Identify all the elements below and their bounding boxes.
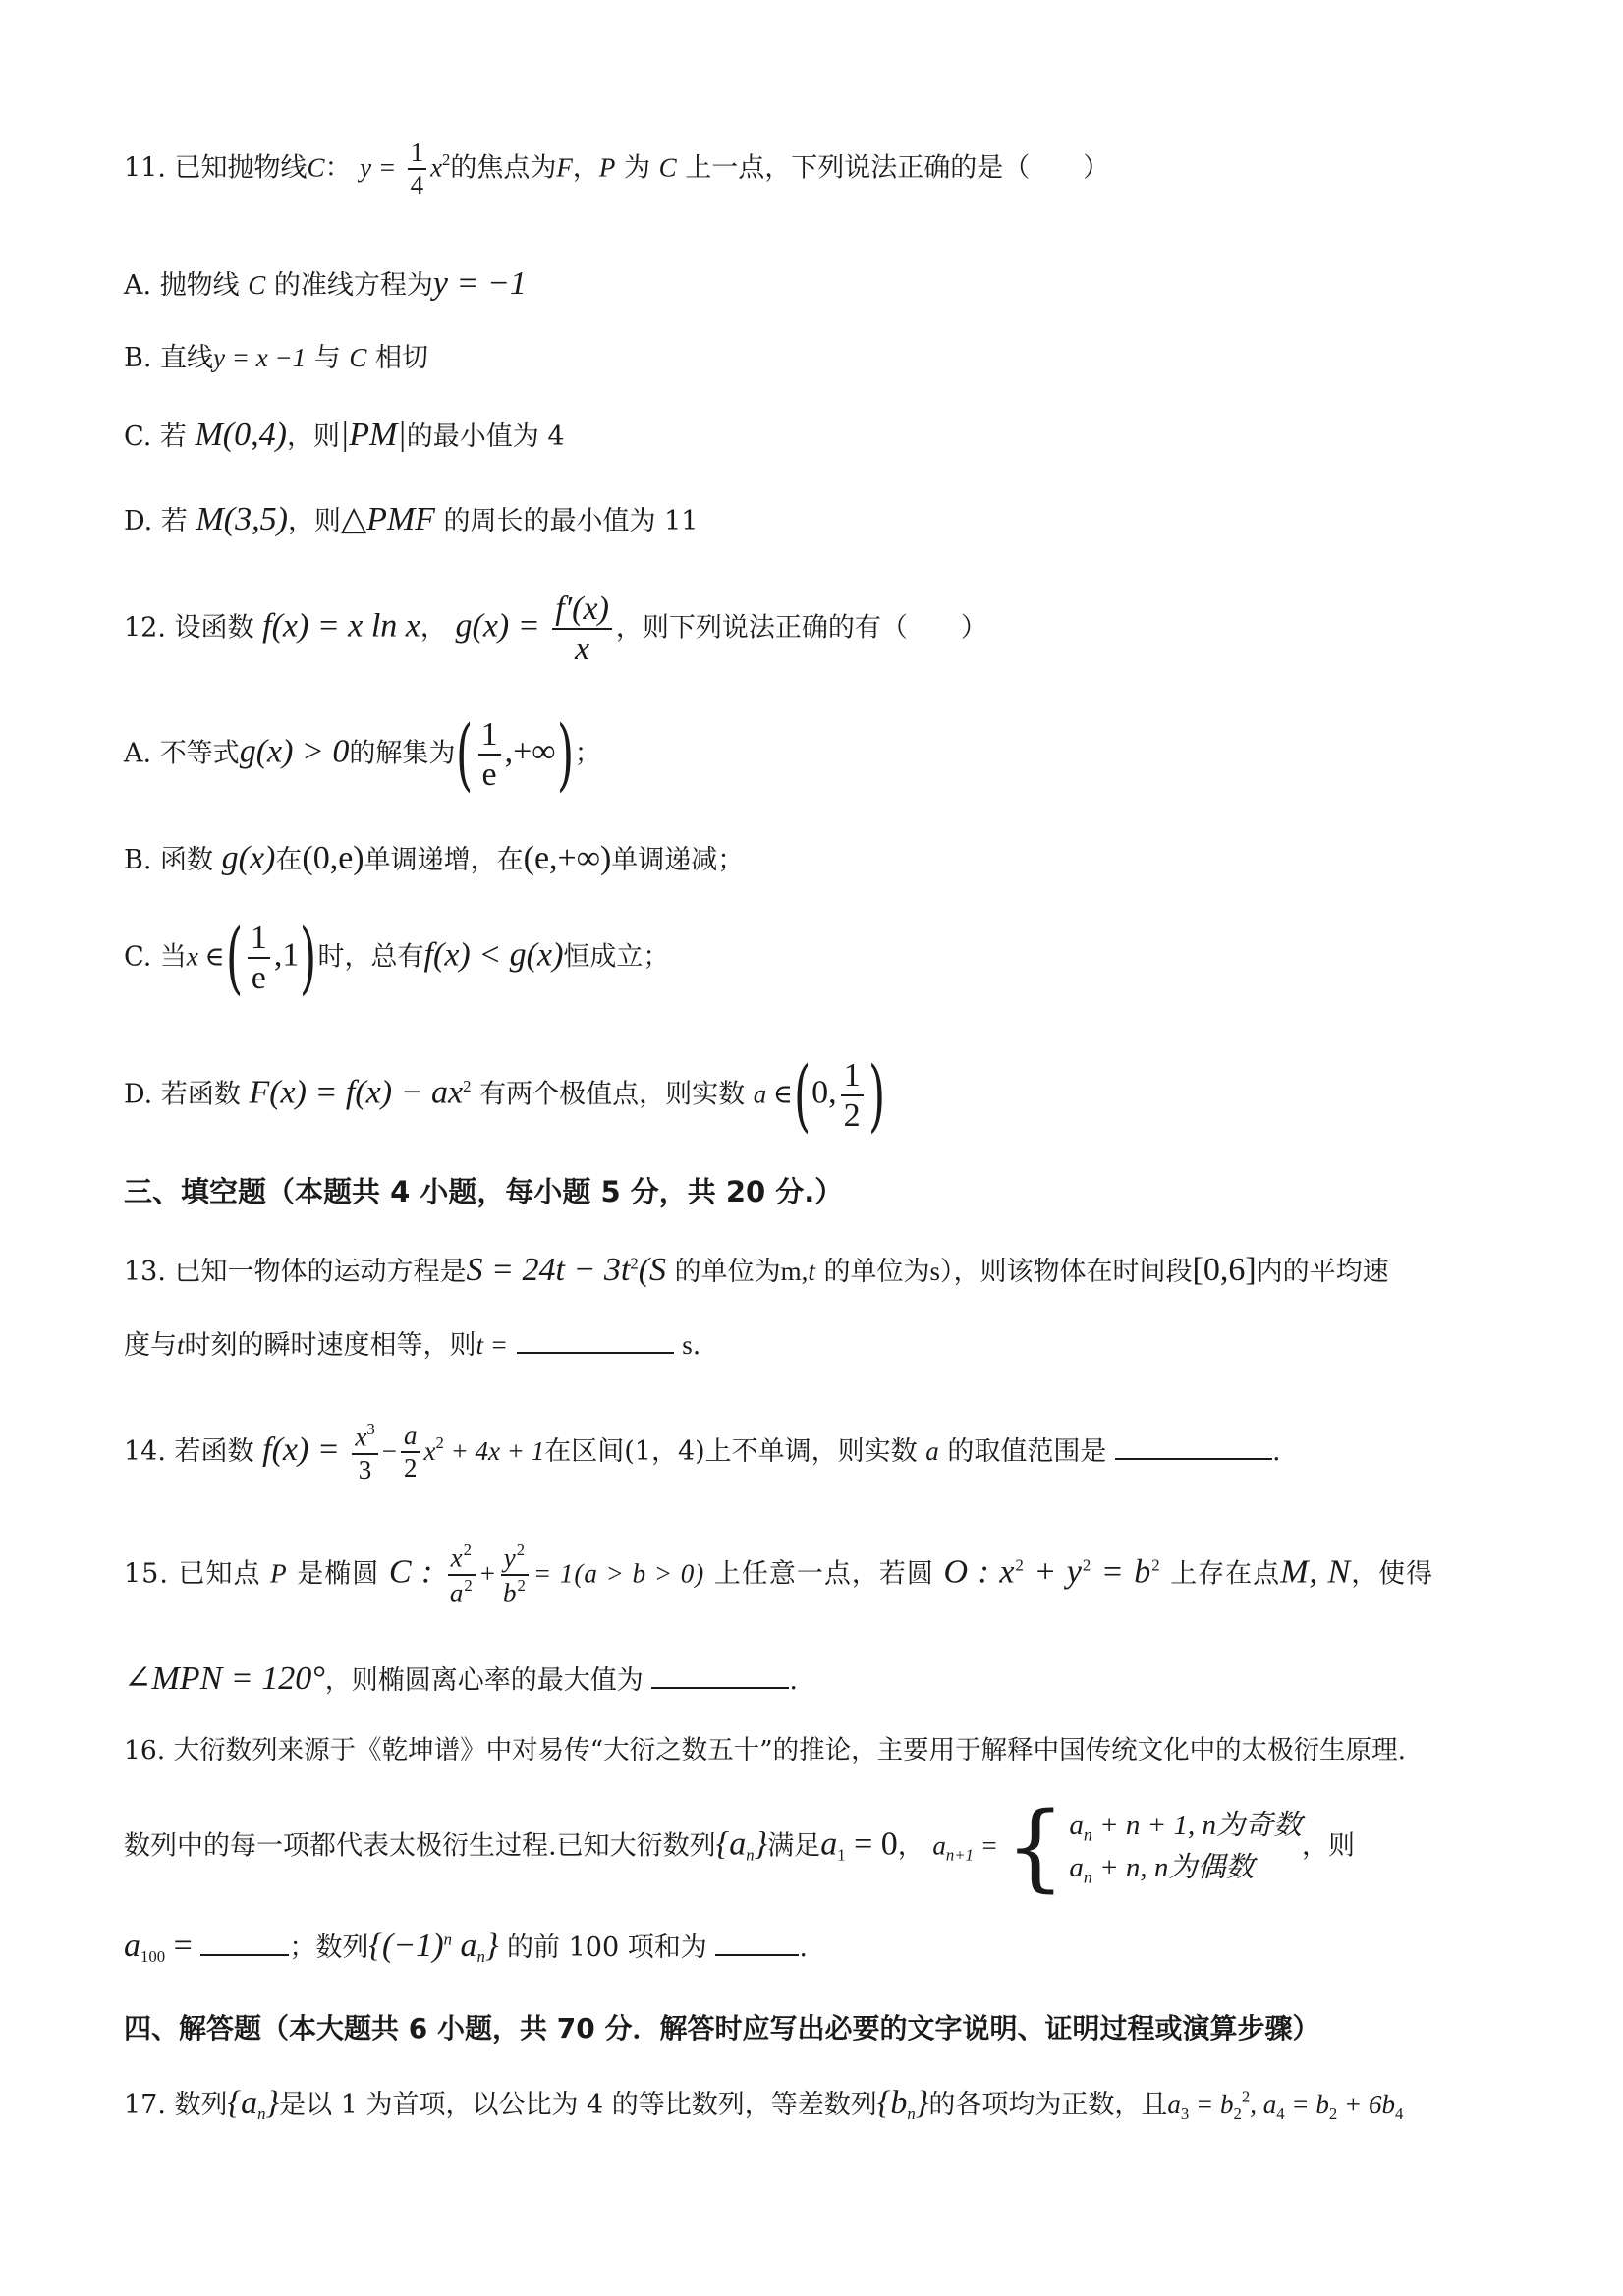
q16-line-2: 数列中的每一项都代表太极衍生过程.已知大衍数列$\{a_n\}$满足$a_1 = 0$， $a_{n+1}$ = { $a_n + n + 1$, n为奇数 $a_n + n$, n为偶数 ，则 bbox=[124, 1792, 1355, 1902]
q12-stem: 12. 设函数 f(x) = x ln x， g(x) = $\frac{f'(x)}{x}$ ，则下列说法正确的有（ ） bbox=[124, 590, 987, 668]
q15-line-1: 15. 已知点 P 是椭圆 C : $\frac{x^2}{a^2}$ + $\frac{y^2}{b^2}$ = 1(a > b > 0) 上任意一点，若圆 O : $x^2 + y^2 = b^2$ 上存在点M, N，使得 bbox=[124, 1540, 1434, 1608]
q12-fraction: $\frac{f'(x)}{x}$ bbox=[552, 589, 612, 668]
q16-answer-blank-1[interactable] bbox=[200, 1929, 289, 1956]
q12-option-c: C. 当x ∈( $\frac{1}{e}$ ,1)时，总有f(x) < g(x)恒成立； bbox=[124, 912, 670, 1004]
q12-option-a: A. 不等式g(x) > 0的解集为( $\frac{1}{e}$ ,+∞)； bbox=[124, 708, 601, 801]
q11-fraction: $\frac{1}{4}$ bbox=[408, 138, 427, 200]
q13-line-1: 13. 已知一物体的运动方程是$S = 24t - 3t^2(S$ 的单位为m,t 的单位为s），则该物体在时间段[0,6]内的平均速 bbox=[124, 1252, 1389, 1288]
q14: 14. 若函数 f(x) = $\frac{x^3}{3}$ − $\frac{a}{2}$ $x^2 + 4x + 1$在区间(1，4)上不单调，则实数 a 的取值范围是 . bbox=[124, 1420, 1281, 1484]
q11-stem: 11. 已知抛物线C： y = $\frac{1}{4}$ $x^2$的焦点为F，P 为 C 上一点，下列说法正确的是（ ） bbox=[124, 138, 1110, 200]
q14-answer-blank[interactable] bbox=[1115, 1432, 1272, 1460]
section-3-heading: 三、填空题（本题共 4 小题，每小题 5 分，共 20 分.） bbox=[124, 1175, 844, 1208]
q12-option-b: B. 函数 g(x)在(0,e)单调递增，在(e,+∞)单调递减； bbox=[124, 840, 745, 876]
q16-answer-blank-2[interactable] bbox=[715, 1929, 799, 1956]
section-4-heading: 四、解答题（本大题共 6 小题，共 70 分．解答时应写出必要的文字说明、证明过程或演算步骤） bbox=[124, 2012, 1320, 2044]
q13-answer-blank[interactable] bbox=[517, 1326, 674, 1354]
q12-option-d: D. 若函数 $F(x) = f(x) - ax^2$ 有两个极值点，则实数 a ∈(0, $\frac{1}{2}$ ) bbox=[124, 1049, 885, 1142]
q11-option-d: D. 若 M(3,5)，则△PMF 的周长的最小值为 11 bbox=[124, 501, 699, 537]
q15-answer-blank[interactable] bbox=[651, 1661, 789, 1689]
q13-line-2: 度与t时刻的瞬时速度相等，则t = s. bbox=[124, 1326, 1515, 1363]
q11-option-c: C. 若 M(0,4)，则|PM|的最小值为 4 bbox=[124, 417, 565, 453]
q16-line-3: $a_{100}$ = ；数列{$(-1)^n$ $a_n$} 的前 100 项和为 . bbox=[124, 1928, 808, 1966]
q11-option-b: B. 直线y = x −1 与 C 相切 bbox=[124, 343, 428, 373]
q16-line-1: 16. 大衍数列来源于《乾坤谱》中对易传“大衍之数五十”的推论，主要用于解释中国传统文化中的太极衍生原理. bbox=[124, 1735, 1407, 1765]
q16-piecewise: { $a_n + n + 1$, n为奇数 $a_n + n$, n为偶数 bbox=[1005, 1792, 1302, 1902]
q15-line-2: ∠MPN = 120°，则椭圆离心率的最大值为 . bbox=[124, 1660, 798, 1697]
q11-option-a: A. 抛物线 C 的准线方程为y = −1 bbox=[124, 265, 527, 302]
q17: 17. 数列$\{a_n\}$是以 1 为首项，以公比为 4 的等比数列，等差数列$\{b_n\}$的各项均为正数，且$a_3 = b_2^2$, $a_4 = b_2 + 6b_4$ bbox=[124, 2085, 1404, 2123]
